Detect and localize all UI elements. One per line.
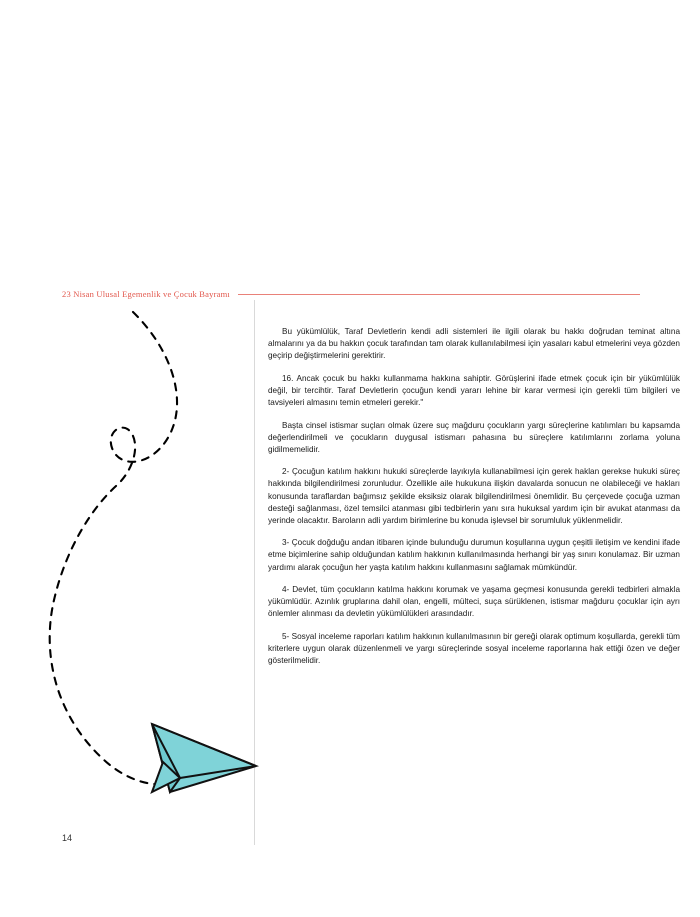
page-number: 14 <box>62 833 73 843</box>
paper-plane-icon <box>152 724 256 792</box>
paragraph: 4- Devlet, tüm çocukların katılma hakkını korumak ve yaşama geçmesi konusunda gerekli tedbirleri almakla yükümlüdür. Azınlık gruplarına dahil olan, engelli, mülteci, suça sürüklenen, istismar mağduru çocuklar için ayrı önlemler alınması da devletin yükümlülükleri arasındadır. <box>268 585 680 619</box>
body-text-column <box>268 326 680 667</box>
header-rule <box>238 294 640 295</box>
paragraph: 5- Sosyal inceleme raporları katılım hakkının kullanılmasının bir gereği olarak optimum koşullarda, gerekli tüm kriterlere uygun olarak düzenlenmeli ve yargı süreçlerinde sosyal inceleme raporlarına hak ettiği özen ve değer gösterilmelidir. <box>268 631 680 666</box>
paragraph: 2- Çocuğun katılım hakkını hukuki süreçlerde layıkıyla kullanabilmesi için gerek haklan gerekse hukuki süreç hakkında bilgilendirilmesi zorunludur. Özellikle aile hukukuna ilişkin davalarda sonucun ne olabileceği ve hakları konusunda taraflardan bağımsız şekilde eksiksiz olarak bilgilendirilmesi önemlidir. Bu çerçevede çocuğa uzman desteği sağlanması, özel temsilci atanması gibi tedbirlerin yanı sıra hukuksal yardım için bir avukat atanması da yerinde olacaktır. Baroların adli yardım birimlerine bu konuda işlevsel bir sorumluluk yüklenmelidir. <box>268 467 680 525</box>
paragraph: Başta cinsel istismar suçları olmak üzere suç mağduru çocukların yargı süreçlerine katılımları bu kapsamda değerlendirilmeli ve çocukların duygusal istismarı pahasına bu süreçlere katılımlarını zorlama yoluna gidilmemelidir. <box>268 420 680 454</box>
header-title: 23 Nisan Ulusal Egemenlik ve Çocuk Bayramı <box>62 289 230 299</box>
paragraph: Bu yükümlülük, Taraf Devletlerin kendi adli sistemleri ile ilgili olarak bu hakkı doğrudan teminat altına almalarını ya da bu hakkın çocuk tarafından tam olarak kullanılabilmesi için yasaları kabul etmelerini veya gözden geçirip değiştirmelerini gerektirir. <box>268 327 680 361</box>
paragraph: 16. Ancak çocuk bu hakkı kullanmama hakkına sahiptir. Görüşlerini ifade etmek çocuk için bir yükümlülük değil, bir tercihtir. Taraf Devletlerin çocuğun kendi yararı lehine bir karar vermesi için gerekli tüm bilgileri ve tavsiyeleri almasını temin etmeleri gerekir." <box>268 373 680 407</box>
paragraph: 3- Çocuk doğduğu andan itibaren içinde bulunduğu durumun koşullarına uygun çeşitli iletişim ve kendini ifade etme biçimlerine sahip olduğundan katılım hakkının kullanılmasında herhangi bir yaş sınırı konulamaz. Bir uzman yardımı alarak çocuğun her yaşta katılım hakkını kullanmasını sağlamak mümkündür. <box>268 538 680 572</box>
paper-plane-illustration <box>20 300 260 810</box>
dashed-flight-path <box>50 312 177 784</box>
